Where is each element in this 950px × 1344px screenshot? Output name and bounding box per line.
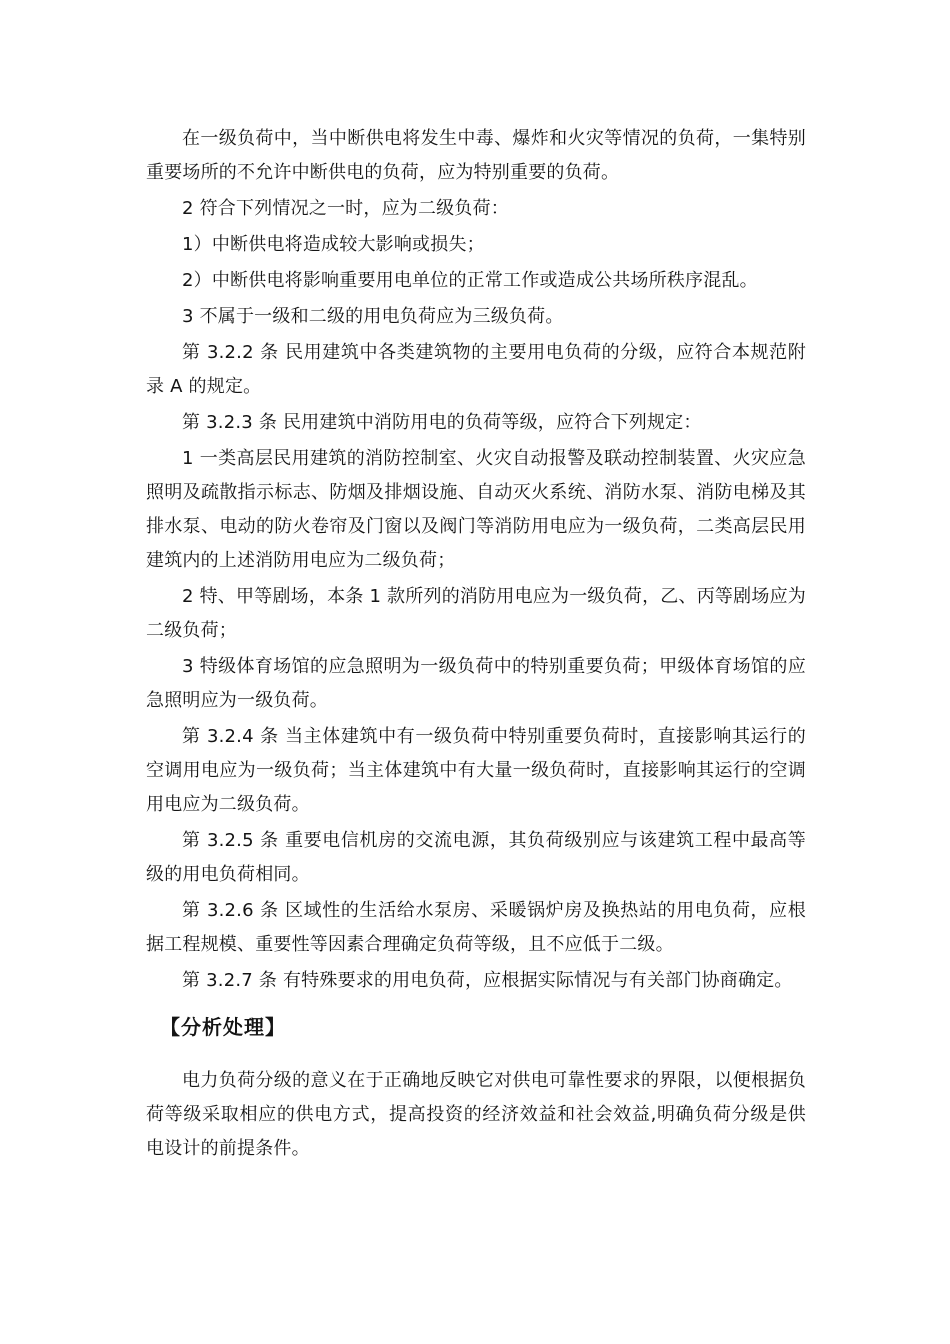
paragraph-second-level-item-2: 2）中断供电将影响重要用电单位的正常工作或造成公共场所秩序混乱。: [182, 270, 758, 291]
paragraph-second-level-item-1: 1）中断供电将造成较大影响或损失；: [182, 234, 485, 255]
paragraph-analysis: 电力负荷分级的意义在于正确地反映它对供电可靠性要求的界限，以便根据负荷等级采取相应的供电方式，提高投资的经济效益和社会效益,明确负荷分级是供电设计的前提条件。: [146, 1070, 806, 1159]
paragraph-fire-load-item-2: 2 特、甲等剧场，本条 1 款所列的消防用电应为一级负荷，乙、丙等剧场应为二级负荷；: [146, 586, 806, 641]
paragraph-fire-load-item-3: 3 特级体育场馆的应急照明为一级负荷中的特别重要负荷；甲级体育场馆的应急照明应为一级负荷。: [146, 656, 806, 711]
paragraph-article-3-2-4: 第 3.2.4 条 当主体建筑中有一级负荷中特别重要负荷时，直接影响其运行的空调用电应为一级负荷；当主体建筑中有大量一级负荷时，直接影响其运行的空调用电应为二级负荷。: [146, 726, 806, 815]
paragraph-article-3-2-2: 第 3.2.2 条 民用建筑中各类建筑物的主要用电负荷的分级，应符合本规范附录 A 的规定。: [146, 342, 806, 397]
paragraph-second-level-intro: 2 符合下列情况之一时，应为二级负荷：: [182, 198, 509, 219]
paragraph-article-3-2-5: 第 3.2.5 条 重要电信机房的交流电源，其负荷级别应与该建筑工程中最高等级的用电负荷相同。: [146, 830, 806, 885]
paragraph-article-3-2-6: 第 3.2.6 条 区域性的生活给水泵房、采暖锅炉房及换热站的用电负荷，应根据工程规模、重要性等因素合理确定负荷等级，且不应低于二级。: [146, 900, 806, 955]
section-heading-analysis: 【分析处理】: [160, 1015, 286, 1039]
paragraph-article-3-2-3: 第 3.2.3 条 民用建筑中消防用电的负荷等级，应符合下列规定：: [182, 412, 702, 433]
paragraph-fire-load-item-1: 1 一类高层民用建筑的消防控制室、火灾自动报警及联动控制装置、火灾应急照明及疏散指示标志、防烟及排烟设施、自动灭火系统、消防水泵、消防电梯及其排水泵、电动的防火卷帘及门窗以及阀门等消防用电应为一级负荷，二类高层民用建筑内的上述消防用电应为二级负荷；: [146, 448, 806, 571]
paragraph-third-level: 3 不属于一级和二级的用电负荷应为三级负荷。: [182, 306, 564, 327]
paragraph-article-3-2-7: 第 3.2.7 条 有特殊要求的用电负荷，应根据实际情况与有关部门协商确定。: [182, 970, 793, 991]
paragraph-special-important-load: 在一级负荷中，当中断供电将发生中毒、爆炸和火灾等情况的负荷，一集特别重要场所的不允许中断供电的负荷，应为特别重要的负荷。: [146, 128, 806, 183]
document-body: [146, 122, 806, 1166]
